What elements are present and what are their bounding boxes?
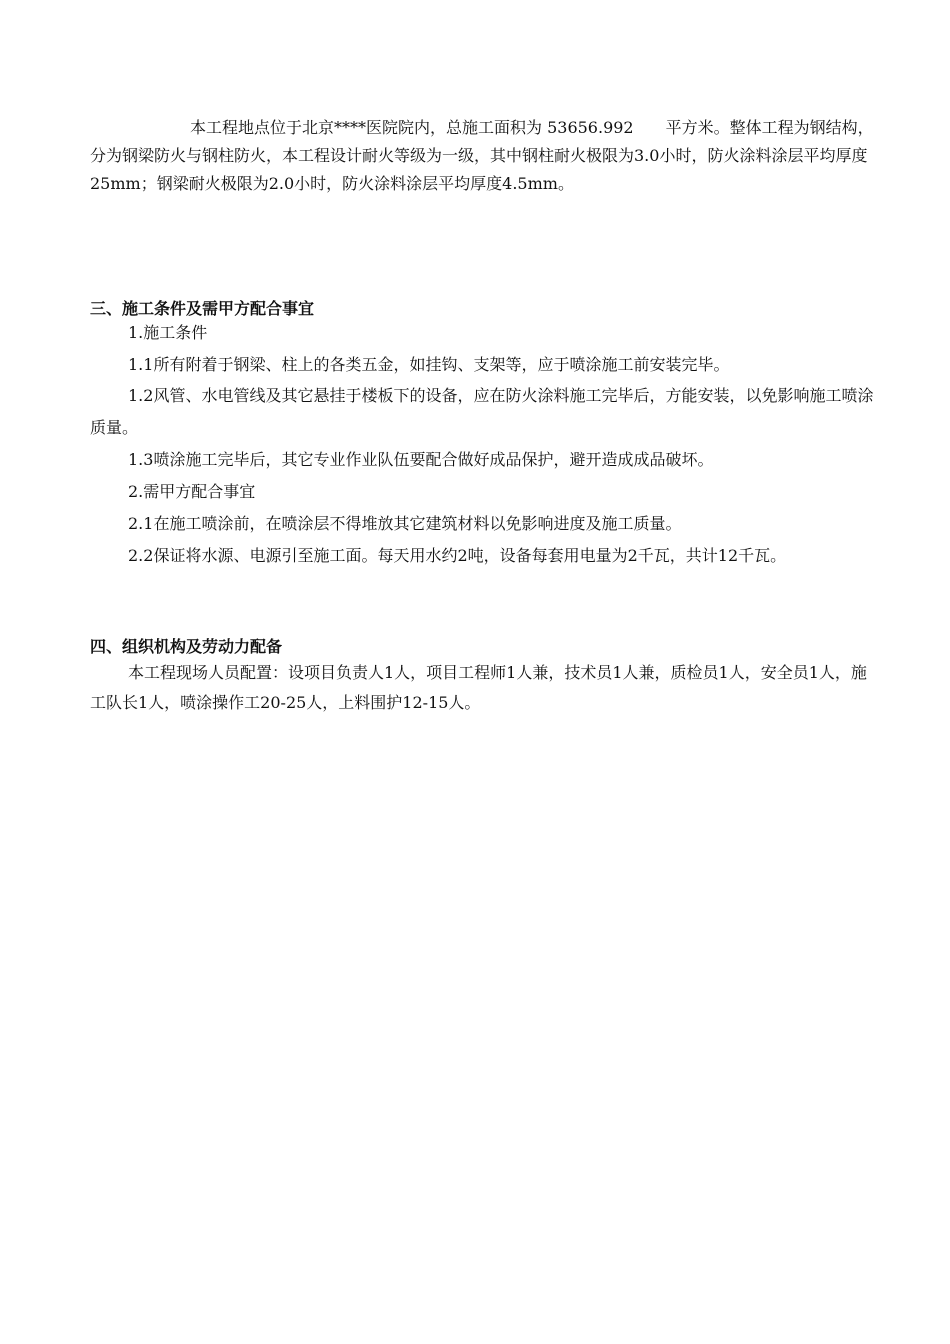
section-4-heading: 四、组织机构及劳动力配备: [90, 637, 283, 656]
item-2-2: 2.2保证将水源、电源引至施工面。每天用水约2吨，设备每套用电量为2千瓦，共计12千瓦。: [128, 546, 787, 565]
section-3-heading: 三、施工条件及需甲方配合事宜: [90, 299, 315, 318]
section-3: [90, 298, 880, 572]
intro-section: [90, 114, 880, 198]
item-1-3: 1.3喷涂施工完毕后，其它专业作业队伍要配合做好成品保护，避开造成成品破坏。: [128, 450, 714, 469]
intro-paragraph: 本工程地点位于北京****医院院内，总施工面积为 53656.992 平方米。整体工程为钢结构，分为钢梁防火与钢柱防火，本工程设计耐火等级为一级，其中钢柱耐火极限为3.0小时，防火涂料涂层平均厚度25mm；钢梁耐火极限为2.0小时，防火涂料涂层平均厚度4.5mm。: [90, 118, 874, 193]
item-2-1: 2.1在施工喷涂前，在喷涂层不得堆放其它建筑材料以免影响进度及施工质量。: [128, 514, 682, 533]
section-4: [90, 636, 880, 718]
item-1-2: 1.2风管、水电管线及其它悬挂于楼板下的设备，应在防火涂料施工完毕后，方能安装，以免影响施工喷涂质量。: [90, 386, 874, 437]
sub-heading-cooperation: 2.需甲方配合事宜: [128, 482, 256, 501]
staffing-paragraph: 本工程现场人员配置：设项目负责人1人，项目工程师1人兼，技术员1人兼，质检员1人，安全员1人，施工队长1人，喷涂操作工20-25人，上料围护12-15人。: [90, 663, 867, 712]
item-1-1: 1.1所有附着于钢梁、柱上的各类五金，如挂钩、支架等，应于喷涂施工前安装完毕。: [128, 355, 730, 374]
sub-heading-conditions: 1.施工条件: [128, 323, 208, 342]
